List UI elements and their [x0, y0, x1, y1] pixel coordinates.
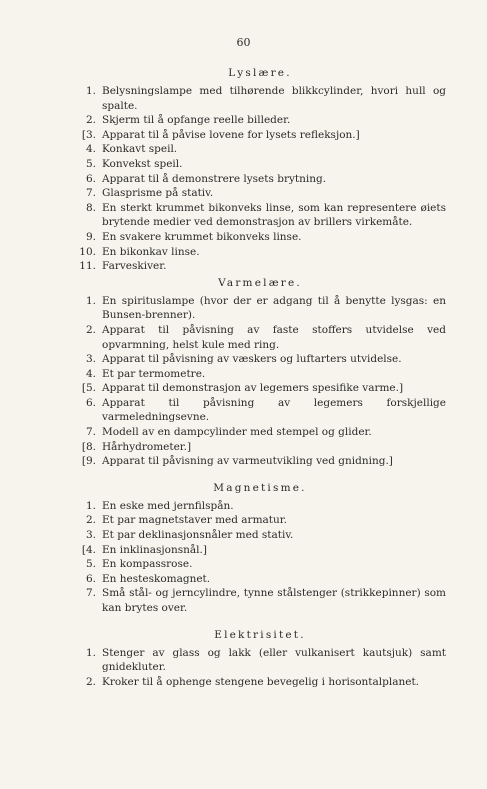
- item-text: En hesteskomagnet.: [102, 572, 211, 585]
- list-item: [74, 157, 446, 172]
- item-text: Konkavt speil.: [102, 143, 178, 156]
- item-number: 4.: [85, 143, 96, 156]
- list-item: [74, 352, 446, 367]
- list-item: [74, 230, 446, 245]
- list-item: [74, 675, 446, 690]
- item-text: Kroker til å ophenge stengene bevegelig i horisontalplanet.: [102, 675, 420, 688]
- list-item: [74, 294, 446, 323]
- item-number: 7.: [85, 426, 96, 439]
- list-item: [74, 381, 446, 396]
- item-text: Apparat til å påvise lovene for lysets refleksjon.]: [102, 128, 360, 141]
- section-title: Elektrisitet.: [214, 628, 306, 641]
- list-item: [74, 201, 446, 230]
- item-number: 2.: [85, 323, 96, 336]
- item-text: Et par magnetstaver med armatur.: [102, 514, 287, 527]
- list-item: [74, 245, 446, 260]
- item-number: 11.: [79, 260, 96, 273]
- item-number: 1.: [85, 499, 96, 512]
- list-item: [74, 513, 446, 528]
- item-number: 5.: [85, 157, 96, 170]
- item-text: Apparat til demonstrasjon av legemers spesifike varme.]: [102, 382, 404, 395]
- item-number: [4.: [81, 543, 96, 556]
- item-text: Apparat til å demonstrere lysets brytning.: [102, 172, 327, 185]
- list-item: [74, 396, 446, 425]
- item-number: 1.: [85, 85, 96, 97]
- item-text: Små stål- og jerncylindre, tynne stålstenger (strikkepinner) som kan brytes over.: [102, 587, 446, 614]
- item-number: 7.: [85, 187, 96, 200]
- list-item: [74, 572, 446, 587]
- item-text: Stenger av glass og lakk (eller vulkanisert kautsjuk) samt gnidekluter.: [102, 646, 446, 674]
- list-item: [74, 323, 446, 352]
- section-varmelaere: [74, 276, 446, 469]
- item-text: Skjerm til å opfange reelle billeder.: [102, 114, 291, 127]
- item-number: 1.: [85, 294, 96, 307]
- item-text: Apparat til påvisning av faste stoffers utvidelse ved opvarmning, helst kule med ring.: [102, 323, 446, 351]
- item-text: En spirituslampe (hvor der er adgang til å benytte lysgas: en Bunsen-brenner).: [102, 294, 446, 322]
- item-number: 1.: [85, 646, 96, 659]
- item-text: En inklinasjonsnål.]: [102, 543, 207, 556]
- item-number: 6.: [85, 172, 96, 185]
- section-title: Lyslære.: [228, 67, 292, 79]
- item-number: 6.: [85, 396, 96, 409]
- item-text: Hårhydrometer.]: [102, 440, 192, 453]
- item-number: [8.: [81, 440, 96, 453]
- item-number: [9.: [81, 455, 96, 468]
- list-item: [74, 142, 446, 157]
- page-content: [74, 64, 446, 689]
- list-item: [74, 113, 446, 128]
- item-number: 2.: [85, 514, 96, 527]
- list-item: [74, 557, 446, 572]
- item-text: En kompassrose.: [102, 558, 193, 571]
- section-title: Magnetisme.: [213, 481, 307, 494]
- item-number: 10.: [79, 245, 96, 258]
- item-text: En svakere krummet bikonveks linse.: [102, 230, 302, 243]
- item-text: Belysningslampe med tilhørende blikkcylinder, hvori hull og spalte.: [102, 85, 446, 112]
- section-title: Varmelære.: [218, 276, 302, 289]
- list-item: [74, 499, 446, 514]
- item-number: [5.: [81, 382, 96, 395]
- list-item: [74, 543, 446, 558]
- section-lyslaere: [74, 66, 446, 274]
- item-number: 2.: [85, 675, 96, 688]
- item-number: 7.: [85, 587, 96, 600]
- list-item: [74, 128, 446, 143]
- list-item: [74, 440, 446, 455]
- item-number: 3.: [85, 529, 96, 542]
- item-number: 9.: [85, 230, 96, 243]
- list-item: [74, 367, 446, 382]
- item-text: Et par termometre.: [102, 367, 206, 380]
- item-number: [3.: [81, 128, 96, 141]
- item-text: Apparat til påvisning av væskers og luftarters utvidelse.: [102, 353, 402, 366]
- item-text: Apparat til påvisning av varmeutvikling ved gnidning.]: [102, 455, 393, 468]
- list-item: [74, 186, 446, 201]
- item-text: Konvekst speil.: [102, 157, 183, 170]
- list-item: [74, 172, 446, 187]
- list-item: [74, 646, 446, 675]
- item-text: En bikonkav linse.: [102, 245, 200, 258]
- item-number: 5.: [85, 558, 96, 571]
- list-item: [74, 425, 446, 440]
- item-text: Modell av en dampcylinder med stempel og glider.: [102, 426, 372, 439]
- item-number: 2.: [85, 114, 96, 127]
- item-text: En eske med jernfilspån.: [102, 499, 234, 512]
- list-item: [74, 259, 446, 274]
- page-number: 60: [236, 36, 251, 49]
- item-number: 3.: [85, 353, 96, 366]
- item-number: 8.: [85, 201, 96, 214]
- list-item: [74, 586, 446, 615]
- section-magnetisme: [74, 481, 446, 616]
- item-text: Farveskiver.: [102, 260, 167, 273]
- item-text: Apparat til påvisning av legemers forskjellige varmeledningsevne.: [102, 396, 446, 424]
- item-text: En sterkt krummet bikonveks linse, som kan representere øiets brytende medier ved demonstrasjon av brillers virkemåte.: [102, 201, 446, 229]
- item-number: 6.: [85, 572, 96, 585]
- list-item: [74, 454, 446, 469]
- section-elektrisitet: [74, 628, 446, 690]
- list-item: [74, 84, 446, 113]
- item-number: 4.: [85, 367, 96, 380]
- list-item: [74, 528, 446, 543]
- item-text: Et par deklinasjonsnåler med stativ.: [102, 529, 294, 542]
- item-text: Glasprisme på stativ.: [102, 187, 214, 200]
